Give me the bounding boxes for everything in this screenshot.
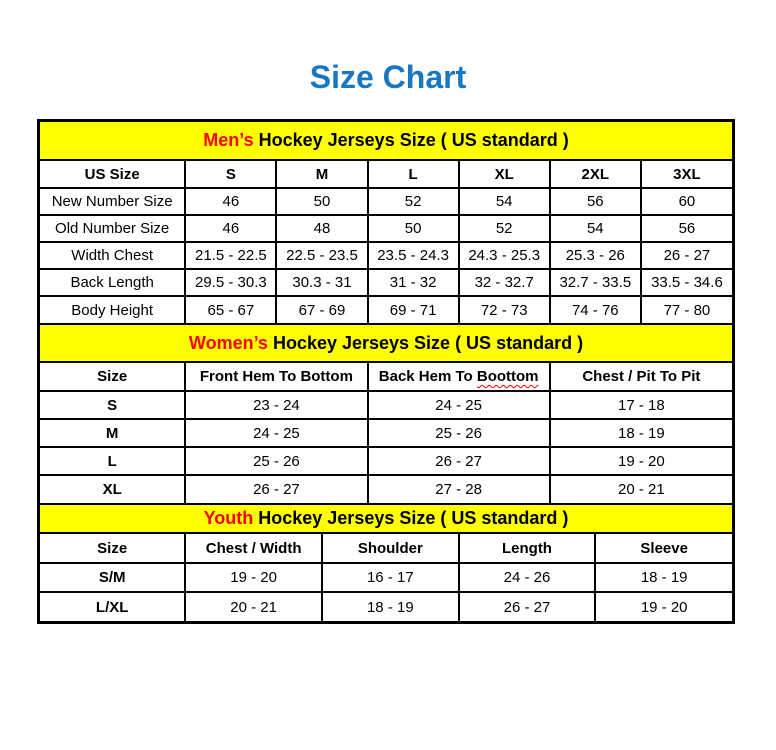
size-value-cell: 69 - 71 xyxy=(368,296,459,323)
column-header-shoulder: Shoulder xyxy=(322,534,459,563)
size-chart xyxy=(37,119,735,624)
page-title: Size Chart xyxy=(309,59,467,95)
women-banner-text: Hockey Jerseys Size ( US standard ) xyxy=(267,332,584,353)
column-header-size: Size xyxy=(40,534,185,563)
men-header-row xyxy=(40,161,732,188)
column-header-s: S xyxy=(185,161,276,188)
table-row xyxy=(40,215,732,242)
size-value-cell: 23 - 24 xyxy=(185,391,367,419)
youth-size-table xyxy=(40,534,732,621)
column-header-size: Size xyxy=(40,363,185,391)
youth-banner-text: Hockey Jerseys Size ( US standard ) xyxy=(253,508,569,528)
column-header-sleeve: Sleeve xyxy=(595,534,732,563)
column-header-3xl: 3XL xyxy=(641,161,732,188)
size-value-cell: 23.5 - 24.3 xyxy=(368,242,459,269)
size-value-cell: 46 xyxy=(185,215,276,242)
youth-table-body xyxy=(40,563,732,621)
size-value-cell: 24 - 26 xyxy=(459,563,596,592)
size-value-cell: 26 - 27 xyxy=(185,475,367,503)
row-header-cell: L xyxy=(40,447,185,475)
size-value-cell: 20 - 21 xyxy=(185,592,322,621)
size-value-cell: 19 - 20 xyxy=(185,563,322,592)
size-value-cell: 16 - 17 xyxy=(322,563,459,592)
size-value-cell: 48 xyxy=(276,215,367,242)
table-row xyxy=(40,419,732,447)
size-value-cell: 20 - 21 xyxy=(550,475,732,503)
row-header-cell: S xyxy=(40,391,185,419)
row-header-cell: Body Height xyxy=(40,296,185,323)
size-value-cell: 18 - 19 xyxy=(550,419,732,447)
size-value-cell: 21.5 - 22.5 xyxy=(185,242,276,269)
column-header-l: L xyxy=(368,161,459,188)
size-value-cell: 54 xyxy=(459,188,550,215)
youth-header-row xyxy=(40,534,732,563)
size-value-cell: 17 - 18 xyxy=(550,391,732,419)
size-value-cell: 56 xyxy=(641,215,732,242)
men-table-body xyxy=(40,188,732,323)
size-value-cell: 19 - 20 xyxy=(595,592,732,621)
women-size-table xyxy=(40,363,732,503)
size-value-cell: 60 xyxy=(641,188,732,215)
column-header-chest-width: Chest / Width xyxy=(185,534,322,563)
size-value-cell: 26 - 27 xyxy=(368,447,550,475)
column-header-us-size: US Size xyxy=(40,161,185,188)
size-value-cell: 27 - 28 xyxy=(368,475,550,503)
size-value-cell: 65 - 67 xyxy=(185,296,276,323)
size-value-cell: 52 xyxy=(459,215,550,242)
row-header-cell: Back Length xyxy=(40,269,185,296)
table-row xyxy=(40,242,732,269)
size-value-cell: 24 - 25 xyxy=(185,419,367,447)
size-value-cell: 25 - 26 xyxy=(185,447,367,475)
size-value-cell: 33.5 - 34.6 xyxy=(641,269,732,296)
column-header-2xl: 2XL xyxy=(550,161,641,188)
size-chart-page xyxy=(0,58,776,624)
size-value-cell: 19 - 20 xyxy=(550,447,732,475)
size-value-cell: 22.5 - 23.5 xyxy=(276,242,367,269)
men-section-banner xyxy=(40,122,732,161)
size-value-cell: 72 - 73 xyxy=(459,296,550,323)
men-banner-highlight: Men’s xyxy=(203,130,254,150)
size-value-cell: 67 - 69 xyxy=(276,296,367,323)
column-header-back-hem xyxy=(368,363,550,391)
table-row xyxy=(40,269,732,296)
table-row xyxy=(40,296,732,323)
size-value-cell: 29.5 - 30.3 xyxy=(185,269,276,296)
size-value-cell: 25 - 26 xyxy=(368,419,550,447)
youth-banner-highlight: Youth xyxy=(203,508,254,528)
row-header-cell: XL xyxy=(40,475,185,503)
men-banner-text: Hockey Jerseys Size ( US standard ) xyxy=(253,130,569,150)
table-row xyxy=(40,391,732,419)
table-row xyxy=(40,592,732,621)
misspelled-word: Boottom xyxy=(476,368,539,385)
size-value-cell: 24.3 - 25.3 xyxy=(459,242,550,269)
women-header-row xyxy=(40,363,732,391)
size-value-cell: 74 - 76 xyxy=(550,296,641,323)
row-header-cell: Width Chest xyxy=(40,242,185,269)
women-table-body xyxy=(40,391,732,503)
size-value-cell: 18 - 19 xyxy=(322,592,459,621)
table-row xyxy=(40,188,732,215)
size-value-cell: 31 - 32 xyxy=(368,269,459,296)
row-header-cell: Old Number Size xyxy=(40,215,185,242)
men-size-table xyxy=(40,161,732,323)
size-value-cell: 52 xyxy=(368,188,459,215)
size-value-cell: 30.3 - 31 xyxy=(276,269,367,296)
size-value-cell: 24 - 25 xyxy=(368,391,550,419)
size-value-cell: 50 xyxy=(368,215,459,242)
row-header-cell: L/XL xyxy=(40,592,185,621)
size-value-cell: 25.3 - 26 xyxy=(550,242,641,269)
size-value-cell: 46 xyxy=(185,188,276,215)
header-text-prefix: Back Hem To xyxy=(378,368,477,385)
table-row xyxy=(40,563,732,592)
youth-section-banner xyxy=(40,503,732,534)
table-row xyxy=(40,475,732,503)
table-row xyxy=(40,447,732,475)
size-value-cell: 32 - 32.7 xyxy=(459,269,550,296)
size-value-cell: 26 - 27 xyxy=(459,592,596,621)
size-value-cell: 18 - 19 xyxy=(595,563,732,592)
column-header-front-hem: Front Hem To Bottom xyxy=(185,363,367,391)
row-header-cell: S/M xyxy=(40,563,185,592)
row-header-cell: New Number Size xyxy=(40,188,185,215)
size-value-cell: 54 xyxy=(550,215,641,242)
size-value-cell: 77 - 80 xyxy=(641,296,732,323)
column-header-m: M xyxy=(276,161,367,188)
size-value-cell: 50 xyxy=(276,188,367,215)
women-section-banner xyxy=(40,323,732,363)
size-value-cell: 56 xyxy=(550,188,641,215)
women-banner-highlight: Women’s xyxy=(188,332,268,353)
size-value-cell: 32.7 - 33.5 xyxy=(550,269,641,296)
size-value-cell: 26 - 27 xyxy=(641,242,732,269)
row-header-cell: M xyxy=(40,419,185,447)
column-header-xl: XL xyxy=(459,161,550,188)
column-header-chest-pit: Chest / Pit To Pit xyxy=(550,363,732,391)
column-header-length: Length xyxy=(459,534,596,563)
